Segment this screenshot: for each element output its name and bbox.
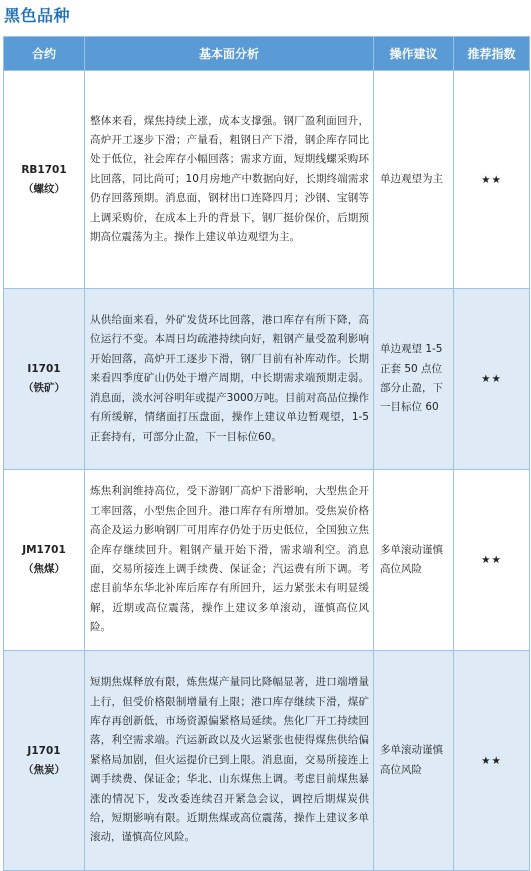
table-row-i1701	[4, 289, 530, 470]
rating-stars: ★★	[454, 289, 530, 470]
contract-code: RB1701	[21, 163, 67, 176]
table-header-row	[4, 37, 530, 71]
rating-stars: ★★	[454, 71, 530, 289]
recommendation-table	[3, 36, 530, 871]
section-title: 黑色品种	[4, 6, 71, 25]
contract-name: （焦炭）	[23, 763, 65, 776]
analysis-text: 炼焦利润维持高位，受下游钢厂高炉下滑影响，大型焦企开工率回落，小型焦企回升。港口库存有所增加。受焦炭价格高企及运力影响钢厂可用库存仍处于历史低位，全国独立焦企库存继续回升。粗钢产量开始下滑，需求端利空。消息面，交易所接连上调手续费、保证金；汽运费有所下调。考虑目前华东华北补库后库存有所回升，运力紧张未有明显缓解，近期或高位震荡，操作上建议多单滚动，谨慎高位风险。	[85, 470, 374, 651]
header-analysis: 基本面分析	[85, 37, 374, 71]
header-rating: 推荐指数	[454, 37, 530, 71]
table-row-jm1701	[4, 470, 530, 651]
contract-code: JM1701	[22, 544, 66, 556]
advice-text: 单边观望为主	[374, 71, 454, 289]
contract-code: J1701	[27, 744, 61, 757]
contract-name: （铁矿）	[23, 382, 65, 394]
header-advice: 操作建议	[374, 37, 454, 71]
rating-stars: ★★	[454, 470, 530, 651]
contract-code: I1701	[27, 363, 61, 375]
rating-stars: ★★	[454, 651, 530, 871]
table-row-rb1701	[4, 71, 530, 289]
advice-text: 多单滚动谨慎高位风险	[374, 651, 454, 871]
contract-name: （焦煤）	[23, 563, 65, 575]
header-contract: 合约	[4, 37, 85, 71]
advice-text: 多单滚动谨慎高位风险	[374, 470, 454, 651]
analysis-text: 从供给面来看，外矿发货环比回落，港口库存有所下降，高位运行不变。本周日均疏港持续向好，粗钢产量受盈利影响开始回落，高炉开工逐步下滑，钢厂目前有补库动作。长期来看四季度矿山仍处于增产周期，中长期需求端预期走弱。消息面，淡水河谷明年或提产3000万吨。目前对高品位操作有所缓解，情绪面打压盘面，操作上建议单边暂观望，1-5正套持有，可部分止盈，下一目标位60。	[85, 289, 374, 470]
advice-text: 单边观望 1-5 正套 50 点位部分止盈，下一目标位 60	[374, 289, 454, 470]
contract-cell	[4, 470, 85, 651]
analysis-text: 短期焦煤释放有限，炼焦煤产量同比降幅显著，进口端增量上行，但受价格限制增量有上限；港口库存继续下滑，煤矿库存再创新低，市场资源偏紧格局延续。焦化厂开工持续回落，利空需求端。汽运新政以及火运紧张也使得煤焦供给偏紧格局加剧，但火运提价已到上限。消息面，交易所接连上调手续费、保证金；华北、山东煤焦上调。考虑目前煤焦暴涨的情况下，发改委连续召开紧急会议，调控后期煤炭供给，短期影响有限。近期焦煤或高位震荡，操作上建议多单滚动，谨慎高位风险。	[85, 651, 374, 871]
analysis-text: 整体来看，煤焦持续上涨，成本支撑强。钢厂盈利面回升，高炉开工逐步下滑；产量看，粗钢日产下滑，钢企库存同比处于低位，社会库存小幅回落；需求方面，短期线螺采购环比回落，同比尚可；10月房地产中数据向好，长期终端需求仍存回落预期。消息面，钢材出口连降四月；沙钢、宝钢等上调采购价，在成本上升的背景下，钢厂挺价保价，后期预期高位震荡为主。操作上建议单边观望为主。	[85, 71, 374, 289]
contract-cell	[4, 71, 85, 289]
contract-cell	[4, 289, 85, 470]
contract-name: （螺纹）	[23, 182, 65, 195]
